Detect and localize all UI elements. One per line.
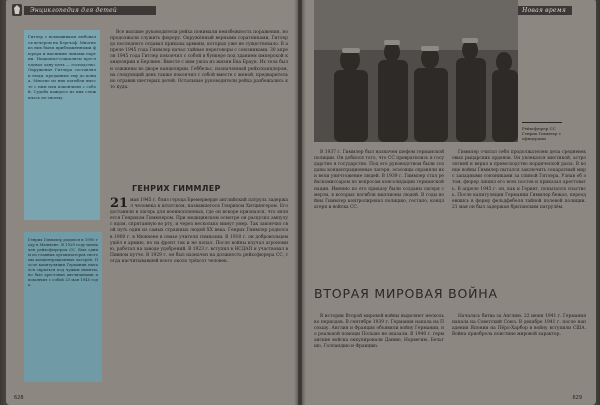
caption-rule [522,122,562,123]
main-column-top [110,30,288,92]
body-paragraph: Началась битва за Англию. 22 июня 1941 г. Германия напала на Советский Союз. В декабре 1941 г. после нападения Японии на Пёрл-Харбор в войну вступили США. Война приобрела поистине мировой характер. [452,314,586,338]
drop-cap: 21 [110,196,129,211]
body-paragraph: В 1937 г. Гиммлер был назначен шефом германской полиции. Он добился того, что СС превратились в государство в государстве. Под его руководством были созданы концентрационные лагеря, эсэсовцы охраняли их и вели уничтожение людей. В 1939 г. Гиммлер стал рейхскомиссаром по вопросам консолидации германской нации. Именно по его приказу были созданы лагеря смерти, в которых погибли миллионы людей. В годы войны Гиммлер контролировал полицию, гестапо, концлагеря и войска СС. [314,150,444,210]
running-head: Энциклопедия для детей [24,6,156,15]
historical-photo [314,0,518,142]
body-paragraph: Все высшие руководители рейха понимали неизбежность поражения, но продолжали служить фюреру. Окружённый верными соратниками, Гитлер до последнего отдавал приказы армиям, которых уже не существовало. В апреле 1945 года Гиммлер начал тайные переговоры с союзниками. 30 апреля 1945 года Гитлер покончил с собой в бункере под зданием имперской канцелярии в Берлине. Вместе с ним ушла из жизни Ева Браун. Их тела были сожжены во дворе канцелярии. Геббельс, назначенный рейхсканцлером, на следующий день также покончил с собой вместе с женой, предварительно отравив шестерых детей. Остальные руководители рейха разбежались кто куда. [110,30,288,90]
body-paragraph: В истории Второй мировой войны выделяют несколько периодов. В сентябре 1939 г. Германия напала на Польшу. Англия и Франция объявили войну Германии, но реальной помощи Польше не оказали. В 1940 г. германские войска оккупировали Данию, Норвегию, Бельгию, Голландию и Францию. [314,314,444,350]
column-bottom-right [452,314,586,339]
page-number: 628 [14,395,24,401]
page-number: 629 [572,395,582,401]
column-left [314,150,444,212]
bio-box [24,232,102,382]
body-paragraph: мая 1945 г. близ города Бремерверде английский патруль задержал человека в штатском, назвавшегося Генрихом Хитцингером. Его доставили в лагерь для военнопленных, где он вскоре признался, что является Генрихом Гиммлером. При медицинском осмотре он раскусил ампулу с ядом, спрятанную во рту, и через несколько минут умер. Так закончил свой путь один из самых страшных людей XX века. Генрих Гиммлер родился в 1900 г. в Мюнхене в семье учителя гимназии. В 1918 г. он добровольцем ушёл в армию, но на фронт так и не попал. После войны изучал агрономию, работал на заводе удобрений. В 1923 г. вступил в НСДАП и участвовал в Пивном путче. В 1929 г. он был назначен на должность рейхсфюрера СС, тогда насчитывавшей всего около трёхсот человек. [110,198,288,264]
sidebar-box [24,30,100,220]
body-paragraph: Гиммлер считал себя продолжателем дела средневековых рыцарских орденов. Он увлекался мистикой, астрологией и верил в превосходство нордической расы. В конце войны Гиммлер пытался заключить сепаратный мир с западными союзниками за спиной Гитлера. Узнав об этом, фюрер лишил его всех постов и приказал арестовать. В апреле 1945 г. он, как и Геринг, попытался спастись. После капитуляции Германии Гиммлер бежал, переодевшись в форму фельдфебеля тайной полевой полиции. 21 мая он был задержан британским патрулём. [452,150,586,210]
photo-caption: Рейхсфюрер СС Генрих Гиммлер с офицерами [522,126,561,141]
column-right [452,150,586,212]
running-head: Новая время [512,6,572,15]
section-title: ГЕНРИХ ГИММЛЕР [132,184,221,193]
left-page [6,0,298,405]
bio-box-text: Генрих Гиммлер родился в 1900 году в Мюнхене. В 1929 году назначен рейхсфюрером СС. Был одним из главных организаторов системы концентрационных лагерей. После капитуляции Германии пытался скрыться под чужим именем, но был арестован англичанами и покончил с собой 23 мая 1945 года. [28,237,98,287]
emblem-icon [12,4,22,16]
main-column-bottom [110,198,288,265]
book-gutter [294,0,306,405]
sidebar-text: Гитлер с помощником любовался вечером на Бергхоф. Многие из них были приближёнными фюрера и высшими чинами партии. Национал-социализм преследовал одну цель — господство. Окружение Гитлера составляли люди, преданные ему до конца. Многие из них погибли вместе с ним или покончили с собой. Судьба каждого из них сложилась по-своему. [28,34,96,100]
chapter-heading: ВТОРАЯ МИРОВАЯ ВОЙНА [314,286,498,301]
column-bottom-left [314,314,444,352]
right-page [302,0,596,405]
